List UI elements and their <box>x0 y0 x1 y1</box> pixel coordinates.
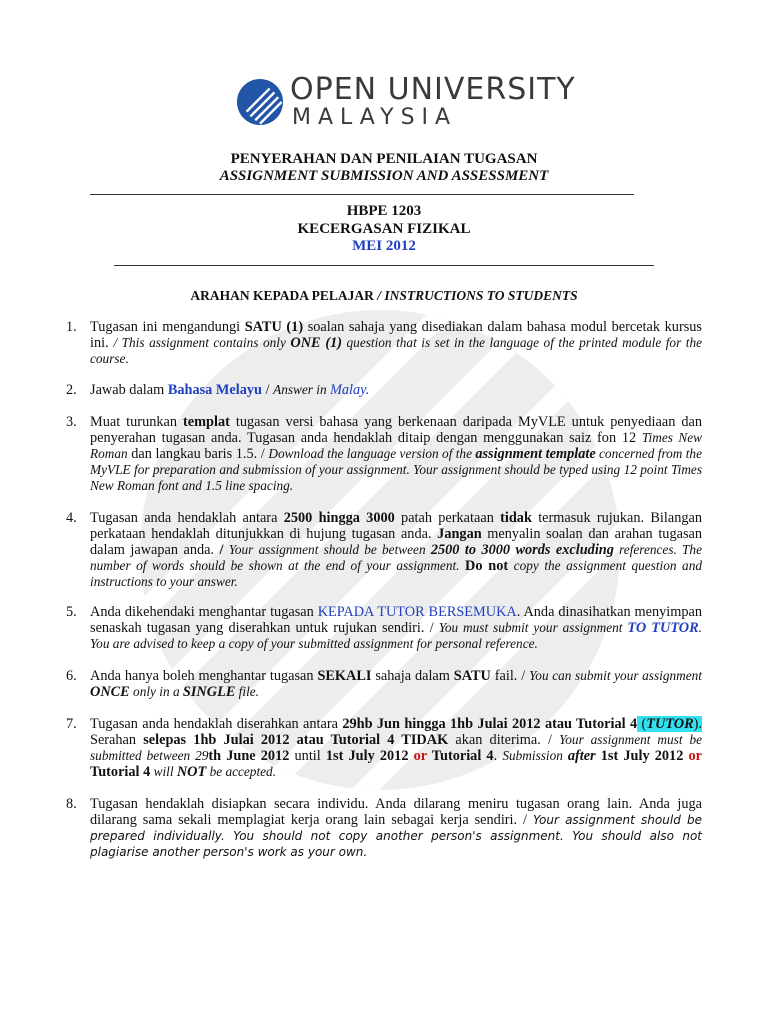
item-text: templat <box>183 414 230 430</box>
item-text: Submission <box>502 748 568 763</box>
list-item <box>66 604 702 652</box>
item-text: Jangan <box>437 526 482 542</box>
item-text: Times New Roman <box>90 430 703 461</box>
instructions-heading-ms: ARAHAN KEPADA PELAJAR <box>190 288 374 303</box>
item-text: 1st July 2012 <box>595 748 684 764</box>
item-text: references. The number of words should be shown at the end of your assignment. <box>90 542 702 573</box>
item-text: KEPADA TUTOR BERSEMUKA <box>317 604 517 620</box>
item-text: 2500 to 3000 words excluding <box>430 542 614 558</box>
list-item <box>66 668 702 700</box>
item-text: Jawab dalam <box>90 382 168 398</box>
item-text: fail. / <box>490 668 530 684</box>
item-number: 6. <box>66 668 77 684</box>
item-text: Anda dikehendaki menghantar tugasan <box>90 604 318 620</box>
list-item <box>66 382 702 398</box>
item-text: termasuk rujukan. Bilangan perkataan hendaklah ditunjukkan di hujung tugasan anda. <box>90 510 703 542</box>
item-text: after <box>567 748 596 764</box>
item-text: ( <box>637 716 647 732</box>
item-text: concerned from the MyVLE for preparation and submission of your assignment. Your assignment should be typed using 12 point Times New Roman font and 1.5 line spacing. <box>90 446 702 493</box>
logo-text-line1: OPEN UNIVERSITY <box>290 72 576 107</box>
item-number: 7. <box>66 716 77 732</box>
item-text: Malay. <box>329 382 370 398</box>
item-text: 2500 hingga 3000 <box>283 510 395 526</box>
item-text: 29hb Jun hingga 1hb Julai 2012 atau Tutorial 4 <box>342 716 638 732</box>
oum-globe-icon <box>236 78 284 126</box>
title-english: ASSIGNMENT SUBMISSION AND ASSESSMENT <box>219 168 549 184</box>
item-text: / This assignment contains only <box>113 335 291 350</box>
item-text: SINGLE <box>182 684 236 700</box>
item-number: 1. <box>66 319 77 335</box>
item-text: Tutorial 4 <box>431 748 494 764</box>
item-text: ONE (1) <box>290 335 343 351</box>
item-text: / <box>219 542 224 558</box>
item-text: Your assignment should be between <box>223 542 431 557</box>
list-item <box>66 510 702 590</box>
item-text: NOT <box>176 764 207 780</box>
item-text: You can submit your assignment <box>529 668 702 683</box>
item-text: be accepted. <box>206 764 277 779</box>
logo-text-line2: MALAYSIA <box>292 105 458 130</box>
item-text: SATU <box>453 668 491 684</box>
item-text: . You are advised to keep a copy of your submitted assignment for personal reference. <box>90 620 702 651</box>
semester: MEI 2012 <box>352 238 416 254</box>
item-text: Muat turunkan <box>90 414 184 430</box>
item-text: Your assignment should be prepared individually. You should not copy another person's assignment. You should also not plagiarise another person's work as your own. <box>90 813 703 859</box>
tutor-highlight <box>637 716 702 732</box>
item-text: assignment template <box>475 446 596 462</box>
item-text: Anda hanya boleh menghantar tugasan <box>90 668 318 684</box>
item-text: Tugasan anda hendaklah diserahkan antara <box>90 716 343 732</box>
item-text: menyalin soalan dan arahan tugasan dalam jawapan anda. <box>90 526 703 558</box>
course-code: HBPE 1203 <box>346 203 422 219</box>
item-text: soalan sahaja yang disediakan dalam bahasa modul bercetak kursus ini. <box>90 319 702 351</box>
item-text: copy the assignment question and instructions to your answer. <box>90 558 702 589</box>
title-malay: PENYERAHAN DAN PENILAIAN TUGASAN <box>230 151 538 167</box>
list-item <box>66 414 702 494</box>
item-number: 5. <box>66 604 77 620</box>
item-text: patah perkataan <box>394 510 501 526</box>
item-text: Bahasa Melayu <box>167 382 262 398</box>
item-text: TO TUTOR <box>627 620 699 636</box>
item-number: 4. <box>66 510 77 526</box>
item-text: ONCE <box>90 684 130 700</box>
item-text: Tugasan anda hendaklah antara <box>90 510 284 526</box>
item-text: akan diterima. / <box>448 732 560 748</box>
divider-top <box>90 194 634 195</box>
item-text: 1st July 2012 <box>325 748 409 764</box>
item-text: Answer in <box>273 382 330 397</box>
item-text: or <box>683 748 702 764</box>
item-text: Your assignment must be submitted between 29 <box>90 732 703 763</box>
item-number: 2. <box>66 382 77 398</box>
item-text: SATU (1) <box>244 319 304 335</box>
item-text: selepas 1hb Julai 2012 atau Tutorial 4 TIDAK <box>143 732 449 748</box>
list-item <box>66 716 702 780</box>
item-text: will <box>150 764 177 779</box>
item-text: dan langkau baris 1.5. / <box>127 446 269 462</box>
item-text: until <box>289 748 326 764</box>
item-text: question that is set in the language of the printed module for the course. <box>90 335 703 366</box>
item-text: . Anda dinasihatkan menyimpan senaskah tugasan yang diserahkan untuk rujukan sendiri. / <box>90 604 703 636</box>
item-text: . <box>493 748 503 764</box>
item-text: only in a <box>129 684 183 699</box>
item-text: tidak <box>500 510 532 526</box>
item-number: 3. <box>66 414 77 430</box>
item-number: 8. <box>66 796 77 812</box>
item-text: or <box>408 748 432 764</box>
item-text: Serahan <box>90 732 144 748</box>
item-text: / <box>261 382 274 398</box>
item-text: Tugasan hendaklah disiapkan secara individu. Anda dilarang meniru tugasan orang lain. Anda juga dilarang sama sekali memplagiat kerja orang lain sebagai kerja sendiri. / <box>90 796 702 828</box>
list-item <box>66 796 702 860</box>
item-text: sahaja dalam <box>371 668 454 684</box>
item-text: Tutorial 4 <box>90 764 151 780</box>
instructions-heading-en: / INSTRUCTIONS TO STUDENTS <box>377 288 578 303</box>
item-text: Do not <box>465 558 509 574</box>
course-name: KECERGASAN FIZIKAL <box>297 221 471 237</box>
item-text: Download the language version of the <box>268 446 476 461</box>
item-text: file. <box>235 684 259 699</box>
item-text: ). <box>693 716 702 732</box>
list-item <box>66 319 702 367</box>
item-text: TUTOR <box>646 716 694 732</box>
item-text: Tugasan ini mengandungi <box>90 319 245 335</box>
university-logo <box>236 70 576 132</box>
item-text: You must submit your assignment <box>438 620 628 635</box>
item-text: tugasan versi bahasa yang berkenaan daripada MyVLE untuk penyediaan dan penyerahan tugasan anda. Tugasan anda hendaklah ditaip dengan menggunakan saiz fon 12 <box>90 414 702 446</box>
divider-bottom <box>114 265 654 266</box>
instructions-heading <box>0 287 768 305</box>
item-text: SEKALI <box>317 668 372 684</box>
item-text: th June 2012 <box>208 748 290 764</box>
